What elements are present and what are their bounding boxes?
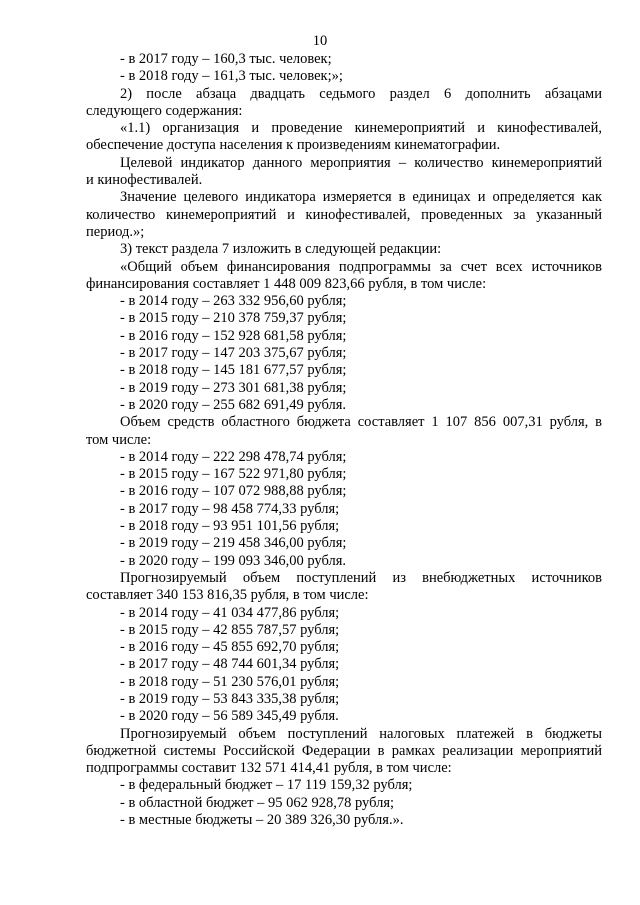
list-item: - в местные бюджеты – 20 389 326,30 рубля.».	[120, 812, 404, 829]
list-item: - в 2016 году – 152 928 681,58 рубля;	[120, 327, 347, 344]
list-item: - в 2017 году – 48 744 601,34 рубля;	[120, 656, 340, 673]
list-item: - в 2019 году – 53 843 335,38 рубля;	[120, 690, 340, 707]
list-item: - в 2020 году – 56 589 345,49 рубля.	[120, 708, 339, 725]
text-line: 3) текст раздела 7 изложить в следующей редакции:	[120, 241, 442, 258]
list-item: - в 2020 году – 255 682 691,49 рубля.	[120, 396, 347, 413]
text-line: - в 2017 году – 160,3 тыс. человек;	[120, 51, 332, 67]
list-item: - в областной бюджет – 95 062 928,78 рубля;	[120, 794, 395, 811]
list-item: - в 2016 году – 45 855 692,70 рубля;	[120, 639, 340, 656]
list-item: - в 2020 году – 199 093 346,00 рубля.	[120, 552, 347, 569]
list-item: - в 2016 году – 107 072 988,88 рубля;	[120, 483, 347, 500]
list-item: - в 2018 году – 51 230 576,01 рубля;	[120, 673, 340, 690]
text-line: Значение целевого индикатора измеряется в единицах и определяется как	[120, 189, 602, 206]
list-item: - в федеральный бюджет – 17 119 159,32 рубля;	[120, 777, 413, 794]
text-line: период.»;	[86, 223, 145, 240]
text-line: Объем средств областного бюджета составляет 1 107 856 007,31 рубля, в	[120, 414, 602, 431]
text-line: бюджетной системы Российской Федерации в рамках реализации мероприятий	[86, 742, 602, 759]
text-line: «Общий объем финансирования подпрограммы за счет всех источников	[120, 258, 602, 275]
text-line: составляет 340 153 816,35 рубля, в том числе:	[86, 587, 369, 604]
document-body	[86, 51, 602, 829]
text-line: подпрограммы составит 132 571 414,41 рубля, в том числе:	[86, 760, 452, 777]
list-item: - в 2014 году – 222 298 478,74 рубля;	[120, 448, 347, 465]
text-line: финансирования составляет 1 448 009 823,66 рубля, в том числе:	[86, 275, 487, 292]
list-item: - в 2018 году – 145 181 677,57 рубля;	[120, 362, 347, 379]
list-item: - в 2017 году – 147 203 375,67 рубля;	[120, 345, 347, 362]
list-item: - в 2014 году – 41 034 477,86 рубля;	[120, 604, 340, 621]
text-line: Прогнозируемый объем поступлений налоговых платежей в бюджеты	[120, 725, 602, 742]
list-item: - в 2018 году – 93 951 101,56 рубля;	[120, 518, 340, 535]
list-item: - в 2014 году – 263 332 956,60 рубля;	[120, 293, 347, 310]
text-line: Прогнозируемый объем поступлений из внебюджетных источников	[120, 569, 602, 586]
list-item: - в 2015 году – 167 522 971,80 рубля;	[120, 466, 347, 483]
text-line: обеспечение доступа населения к произведениям кинематографии.	[86, 137, 501, 154]
list-item: - в 2017 году – 98 458 774,33 рубля;	[120, 500, 340, 517]
text-line: следующего содержания:	[86, 102, 243, 119]
list-item: - в 2015 году – 42 855 787,57 рубля;	[120, 621, 340, 638]
text-line: и кинофестивалей.	[86, 172, 203, 189]
page-number: 10	[312, 33, 328, 49]
list-item: - в 2019 году – 219 458 346,00 рубля;	[120, 535, 347, 552]
text-line: том числе:	[86, 431, 152, 448]
text-line: 2) после абзаца двадцать седьмого раздел 6 дополнить абзацами	[120, 85, 602, 102]
list-item: - в 2019 году – 273 301 681,38 рубля;	[120, 379, 347, 396]
text-line: Целевой индикатор данного мероприятия – количество кинемероприятий	[120, 154, 602, 171]
text-line: количество кинемероприятий и кинофестивалей, проведенных за указанный	[86, 206, 602, 223]
text-line: - в 2018 году – 161,3 тыс. человек;»;	[120, 68, 343, 85]
text-line: «1.1) организация и проведение кинемероприятий и кинофестивалей,	[120, 120, 602, 137]
list-item: - в 2015 году – 210 378 759,37 рубля;	[120, 310, 347, 327]
